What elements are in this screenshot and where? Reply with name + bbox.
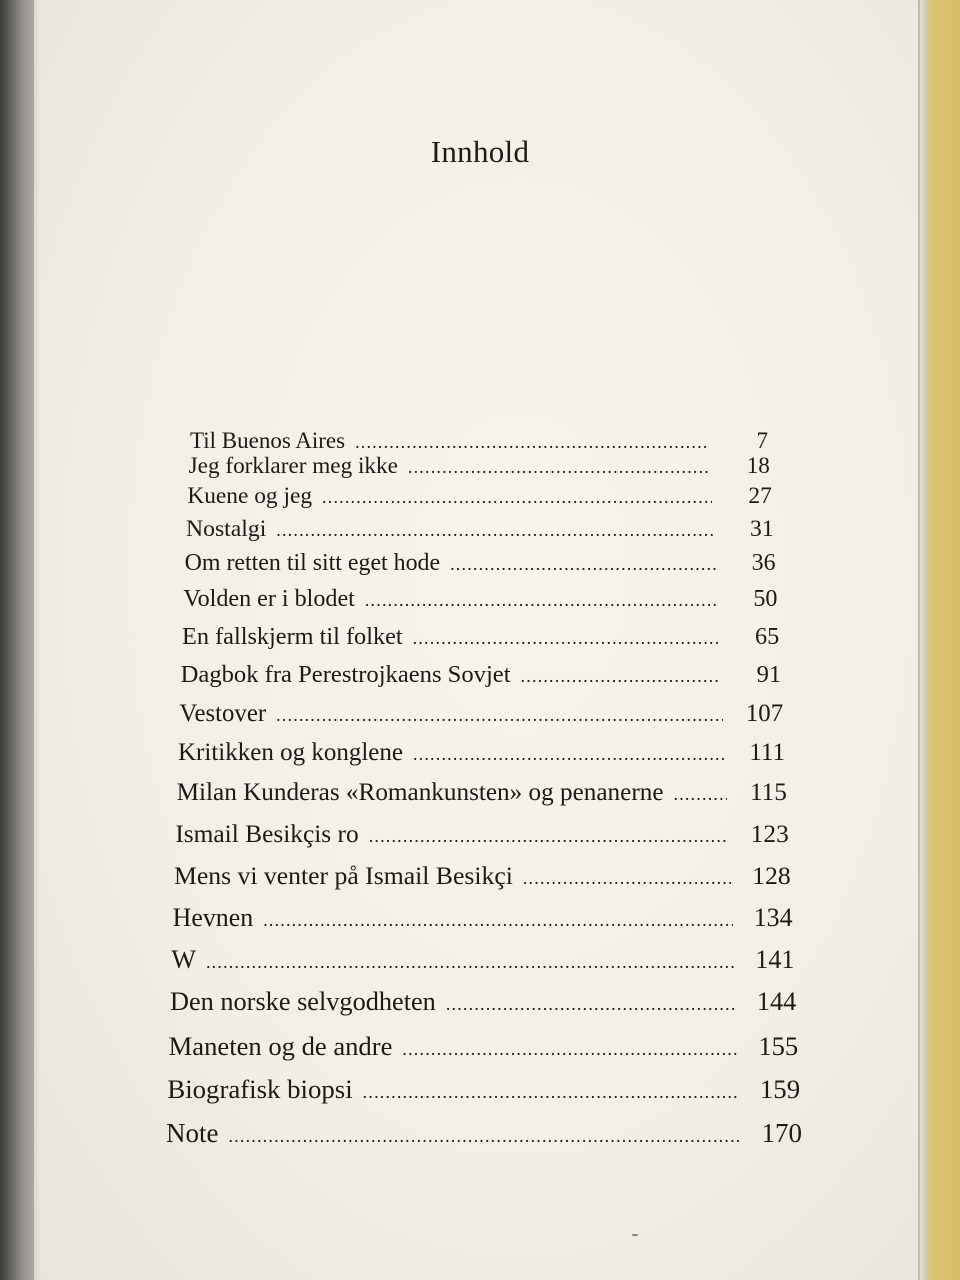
dot-leader	[523, 868, 731, 889]
toc-entry-page-number: 36	[751, 550, 776, 577]
dot-leader	[674, 784, 727, 805]
toc-entry	[173, 903, 793, 933]
toc-entry-title: Om retten til sitt eget hode	[184, 550, 441, 577]
toc-entry-title: En fallskjerm til folket	[182, 623, 403, 651]
toc-entry-page-number: 155	[758, 1030, 799, 1061]
toc-entry-title: Hevnen	[172, 902, 254, 932]
toc-entry-title: Biografisk biopsi	[167, 1074, 353, 1105]
toc-entry	[182, 623, 779, 651]
toc-entry	[177, 779, 787, 807]
dot-leader	[363, 1082, 740, 1103]
toc-entry-page-number: 50	[753, 586, 778, 613]
toc-entry	[181, 661, 782, 689]
toc-entry	[166, 1118, 802, 1149]
toc-entry-title: Kritikken og konglene	[178, 738, 403, 766]
toc-entry-page-number: 18	[746, 452, 770, 479]
toc-entry	[174, 861, 791, 891]
dot-leader	[276, 705, 723, 726]
toc-entry	[179, 700, 783, 728]
toc-entry-title: Nostalgi	[186, 515, 267, 542]
toc-entry-page-number: 144	[756, 987, 797, 1017]
toc-entry	[178, 739, 785, 767]
toc-entry-title: Volden er i blodet	[183, 586, 355, 613]
dot-leader	[228, 1126, 742, 1147]
paper-speck	[632, 1234, 638, 1236]
toc-entry-page-number: 141	[755, 944, 795, 974]
page-title: Innhold	[430, 134, 530, 169]
toc-entry-title: Vestover	[179, 699, 267, 727]
toc-entry-page-number: 107	[745, 699, 784, 727]
toc-entry-title: Maneten og de andre	[168, 1030, 393, 1061]
toc-entry-title: Ismail Besikçis ro	[175, 819, 359, 848]
toc-entry-page-number: 123	[750, 819, 789, 848]
toc-entry-page-number: 7	[756, 428, 768, 453]
dot-leader	[450, 554, 715, 575]
toc-entry	[185, 550, 776, 577]
dot-leader	[365, 590, 718, 611]
dot-leader	[263, 910, 732, 931]
dot-leader	[413, 744, 725, 765]
toc-entry-page-number: 111	[749, 738, 785, 766]
toc-entry-title: W	[171, 944, 196, 974]
toc-entry	[186, 516, 774, 543]
toc-entry-title: Note	[166, 1118, 219, 1148]
toc-entry	[190, 428, 768, 454]
toc-entry-title: Dagbok fra Perestrojkaens Sovjet	[180, 660, 511, 688]
toc-entry-page-number: 134	[753, 902, 793, 932]
dot-leader	[402, 1039, 738, 1060]
toc-entry-page-number: 91	[756, 660, 782, 688]
toc-entry-page-number: 27	[748, 483, 772, 510]
dot-leader	[355, 432, 708, 453]
toc-entry-page-number: 65	[755, 623, 780, 651]
dot-leader	[408, 457, 710, 478]
toc-entry-page-number: 128	[752, 860, 791, 890]
toc-entry-page-number: 159	[759, 1074, 801, 1105]
toc-entry	[175, 820, 788, 849]
dot-leader	[206, 952, 734, 973]
dot-leader	[413, 628, 720, 649]
toc-entry	[167, 1074, 800, 1105]
toc-entry-title: Mens vi venter på Ismail Besikçi	[174, 860, 513, 890]
dot-leader	[446, 994, 737, 1015]
toc-entry	[171, 945, 794, 975]
toc-entry-page-number: 170	[761, 1118, 802, 1148]
dot-leader	[521, 666, 722, 687]
toc-entry-title: Milan Kunderas «Romankunsten» og penanerne	[176, 778, 664, 806]
toc-entry-title: Kuene og jeg	[187, 483, 313, 510]
toc-entry	[189, 453, 770, 480]
toc-entry-title: Til Buenos Aires	[190, 428, 346, 453]
dot-leader	[369, 826, 729, 847]
toc-entry	[183, 586, 777, 613]
toc-entry-page-number: 31	[749, 515, 774, 542]
toc-entry-title: Jeg forklarer meg ikke	[188, 452, 398, 479]
toc-entry	[170, 987, 796, 1017]
toc-entry-title: Den norske selvgodheten	[170, 987, 436, 1017]
dot-leader	[322, 487, 712, 508]
dot-leader	[276, 520, 713, 541]
toc-entry	[169, 1031, 799, 1062]
toc-entry	[187, 483, 771, 510]
toc-entry-page-number: 115	[750, 778, 787, 806]
